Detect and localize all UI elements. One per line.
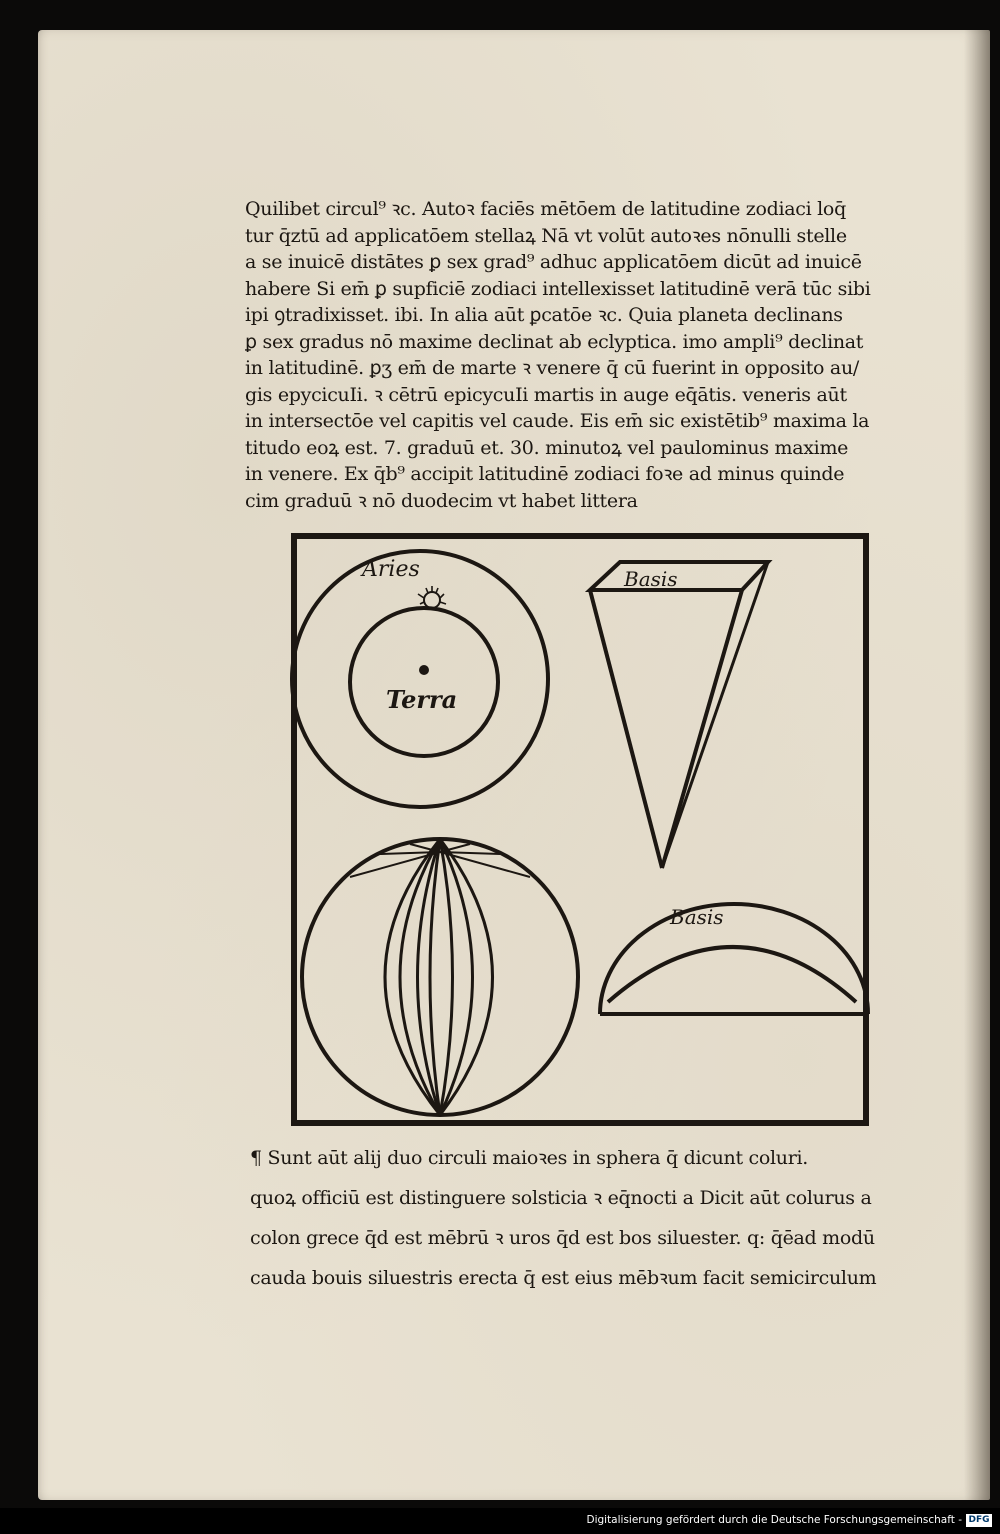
text-line: in venere. Ex q̄b⁹ accipit latitudinē zodiaci foꝛe ad minus quinde — [245, 463, 845, 485]
text-line: ipi ꝯtradixisset. ibi. In alia aūt ꝑcatōe ꝛc. Quia planeta declinans — [245, 304, 843, 326]
woodcut-svg — [290, 532, 870, 1127]
text-line: titudo eoꝝ est. 7. graduū et. 30. minutoꝝ vel paulominus maxime — [245, 436, 849, 459]
cone-edge-right — [662, 590, 742, 868]
text-line: colon grece q̄d est mēbrū ꝛ uros q̄d est bos siluester. q: q̄ēad modū — [250, 1227, 875, 1249]
half-sphere-diagram — [600, 904, 868, 1014]
page-gutter-shadow — [964, 30, 990, 1500]
text-line: cauda bouis siluestris erecta q̄ est eius mēbꝛum facit semicirculum — [250, 1267, 877, 1289]
sun-icon — [418, 586, 446, 608]
cone-base — [590, 562, 768, 590]
cone-edge-left — [590, 590, 662, 868]
funding-note: Digitalisierung gefördert durch die Deutsche Forschungsgemeinschaft - — [586, 1514, 962, 1526]
text-line: a se inuicē distātes ꝑ sex grad⁹ adhuc applicatōem dicūt ad inuicē — [245, 251, 862, 273]
text-line: ¶ Sunt aūt alij duo circuli maioꝛes in sphera q̄ dicunt coluri. — [250, 1147, 809, 1169]
terra-label: Terra — [386, 685, 458, 714]
text-line: cim graduū ꝛ nō duodecim vt habet littera — [245, 489, 638, 512]
earth-dot — [419, 665, 429, 675]
text-line: habere Si em̄ ꝑ supficiē zodiaci intellexisset latitudinē verā tūc sibi — [245, 277, 871, 300]
text-line: Quilibet circul⁹ ꝛc. Autoꝛ faciēs mētōem de latitudine zodiaci loq̄ — [245, 198, 846, 220]
text-line: in intersectōe vel capitis vel caude. Eis em̄ sic existētib⁹ maxima la — [245, 410, 870, 432]
text-line: in latitudinē. ꝑʒ em̄ de marte ꝛ venere q̄ cū fuerint in opposito au/ — [245, 357, 859, 379]
text-line: tur q̄ztū ad applicatōem stellaꝝ Nā vt volūt autoꝛes nōnulli stelle — [245, 224, 847, 247]
dfg-logo-icon: DFG — [966, 1514, 992, 1527]
inner-circle — [350, 608, 498, 756]
cone-edge-back — [662, 562, 768, 868]
basis-bottom-label: Basis — [670, 905, 724, 929]
aries-label: Aries — [362, 557, 420, 582]
text-line: gis epycicuIi. ꝛ cētrū epicycuIi martis in auge eq̄ātis. veneris aūt — [245, 383, 847, 406]
text-line: quoꝝ officiū est distinguere solsticia ꝛ eq̄nocti a Dicit aūt colurus a — [250, 1187, 872, 1209]
aries-terra-diagram — [292, 551, 548, 807]
outer-circle — [292, 551, 548, 807]
text-line: ꝑ sex gradus nō maxime declinat ab eclyptica. imo ampli⁹ declinat — [245, 330, 864, 353]
cone-diagram — [590, 562, 768, 868]
basis-top-label: Basis — [624, 567, 678, 591]
sphere-diagram — [302, 839, 578, 1115]
caption-text — [250, 1138, 915, 1298]
footer-bar — [0, 1508, 1000, 1534]
body-text — [245, 196, 915, 514]
woodcut-figure — [290, 532, 870, 1127]
sphere-outline — [302, 839, 578, 1115]
